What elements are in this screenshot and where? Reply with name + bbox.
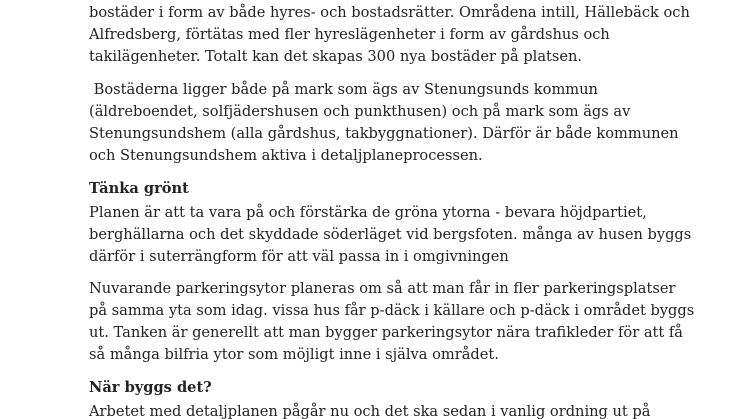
heading-nar-byggs-det: När byggs det? (89, 379, 212, 396)
paragraph-3-line-2: berghällarna och det skyddade söderläget vid bergsfoten. många av husen byggs (89, 226, 692, 243)
paragraph-4-line-3: ut. Tanken är generellt att man bygger parkeringsytor nära trafikleder för att få (89, 324, 683, 341)
paragraph-4-line-1: Nuvarande parkeringsytor planeras om så att man får in fler parkeringsplatser (89, 280, 676, 297)
paragraph-1-line-2: Alfredsberg, förtätas med fler hyreslägenheter i form av gårdshus och (89, 26, 610, 43)
paragraph-2-line-2: (äldreboendet, solfjädershusen och punkthusen) och på mark som ägs av (89, 103, 631, 120)
paragraph-2-line-1: Bostäderna ligger både på mark som ägs av Stenungsunds kommun (89, 81, 598, 98)
paragraph-2-line-4: och Stenungsundshem aktiva i detaljplaneprocessen. (89, 147, 483, 164)
paragraph-3-line-3: därför i suterrängform för att väl passa in i omgivningen (89, 248, 509, 265)
paragraph-1-line-3: takilägenheter. Totalt kan det skapas 300 nya bostäder på platsen. (89, 48, 583, 65)
paragraph-5-line-1: Arbetet med detaljplanen pågår nu och det ska sedan i vanlig ordning ut på (89, 403, 651, 419)
paragraph-2-line-3: Stenungsundshem (alla gårdshus, takbyggnationer). Därför är både kommunen (89, 125, 679, 142)
paragraph-4-line-4: så många bilfria ytor som möjligt inne i själva området. (89, 346, 499, 363)
paragraph-4-line-2: på samma yta som idag. vissa hus får p-däck i källare och p-däck i området byggs (89, 302, 695, 319)
heading-tanka-gront: Tänka grönt (89, 180, 189, 197)
paragraph-1-line-1: bostäder i form av både hyres- och bostadsrätter. Områdena intill, Hällebäck och (89, 4, 690, 21)
paragraph-3-line-1: Planen är att ta vara på och förstärka de gröna ytorna - bevara höjdpartiet, (89, 204, 647, 221)
